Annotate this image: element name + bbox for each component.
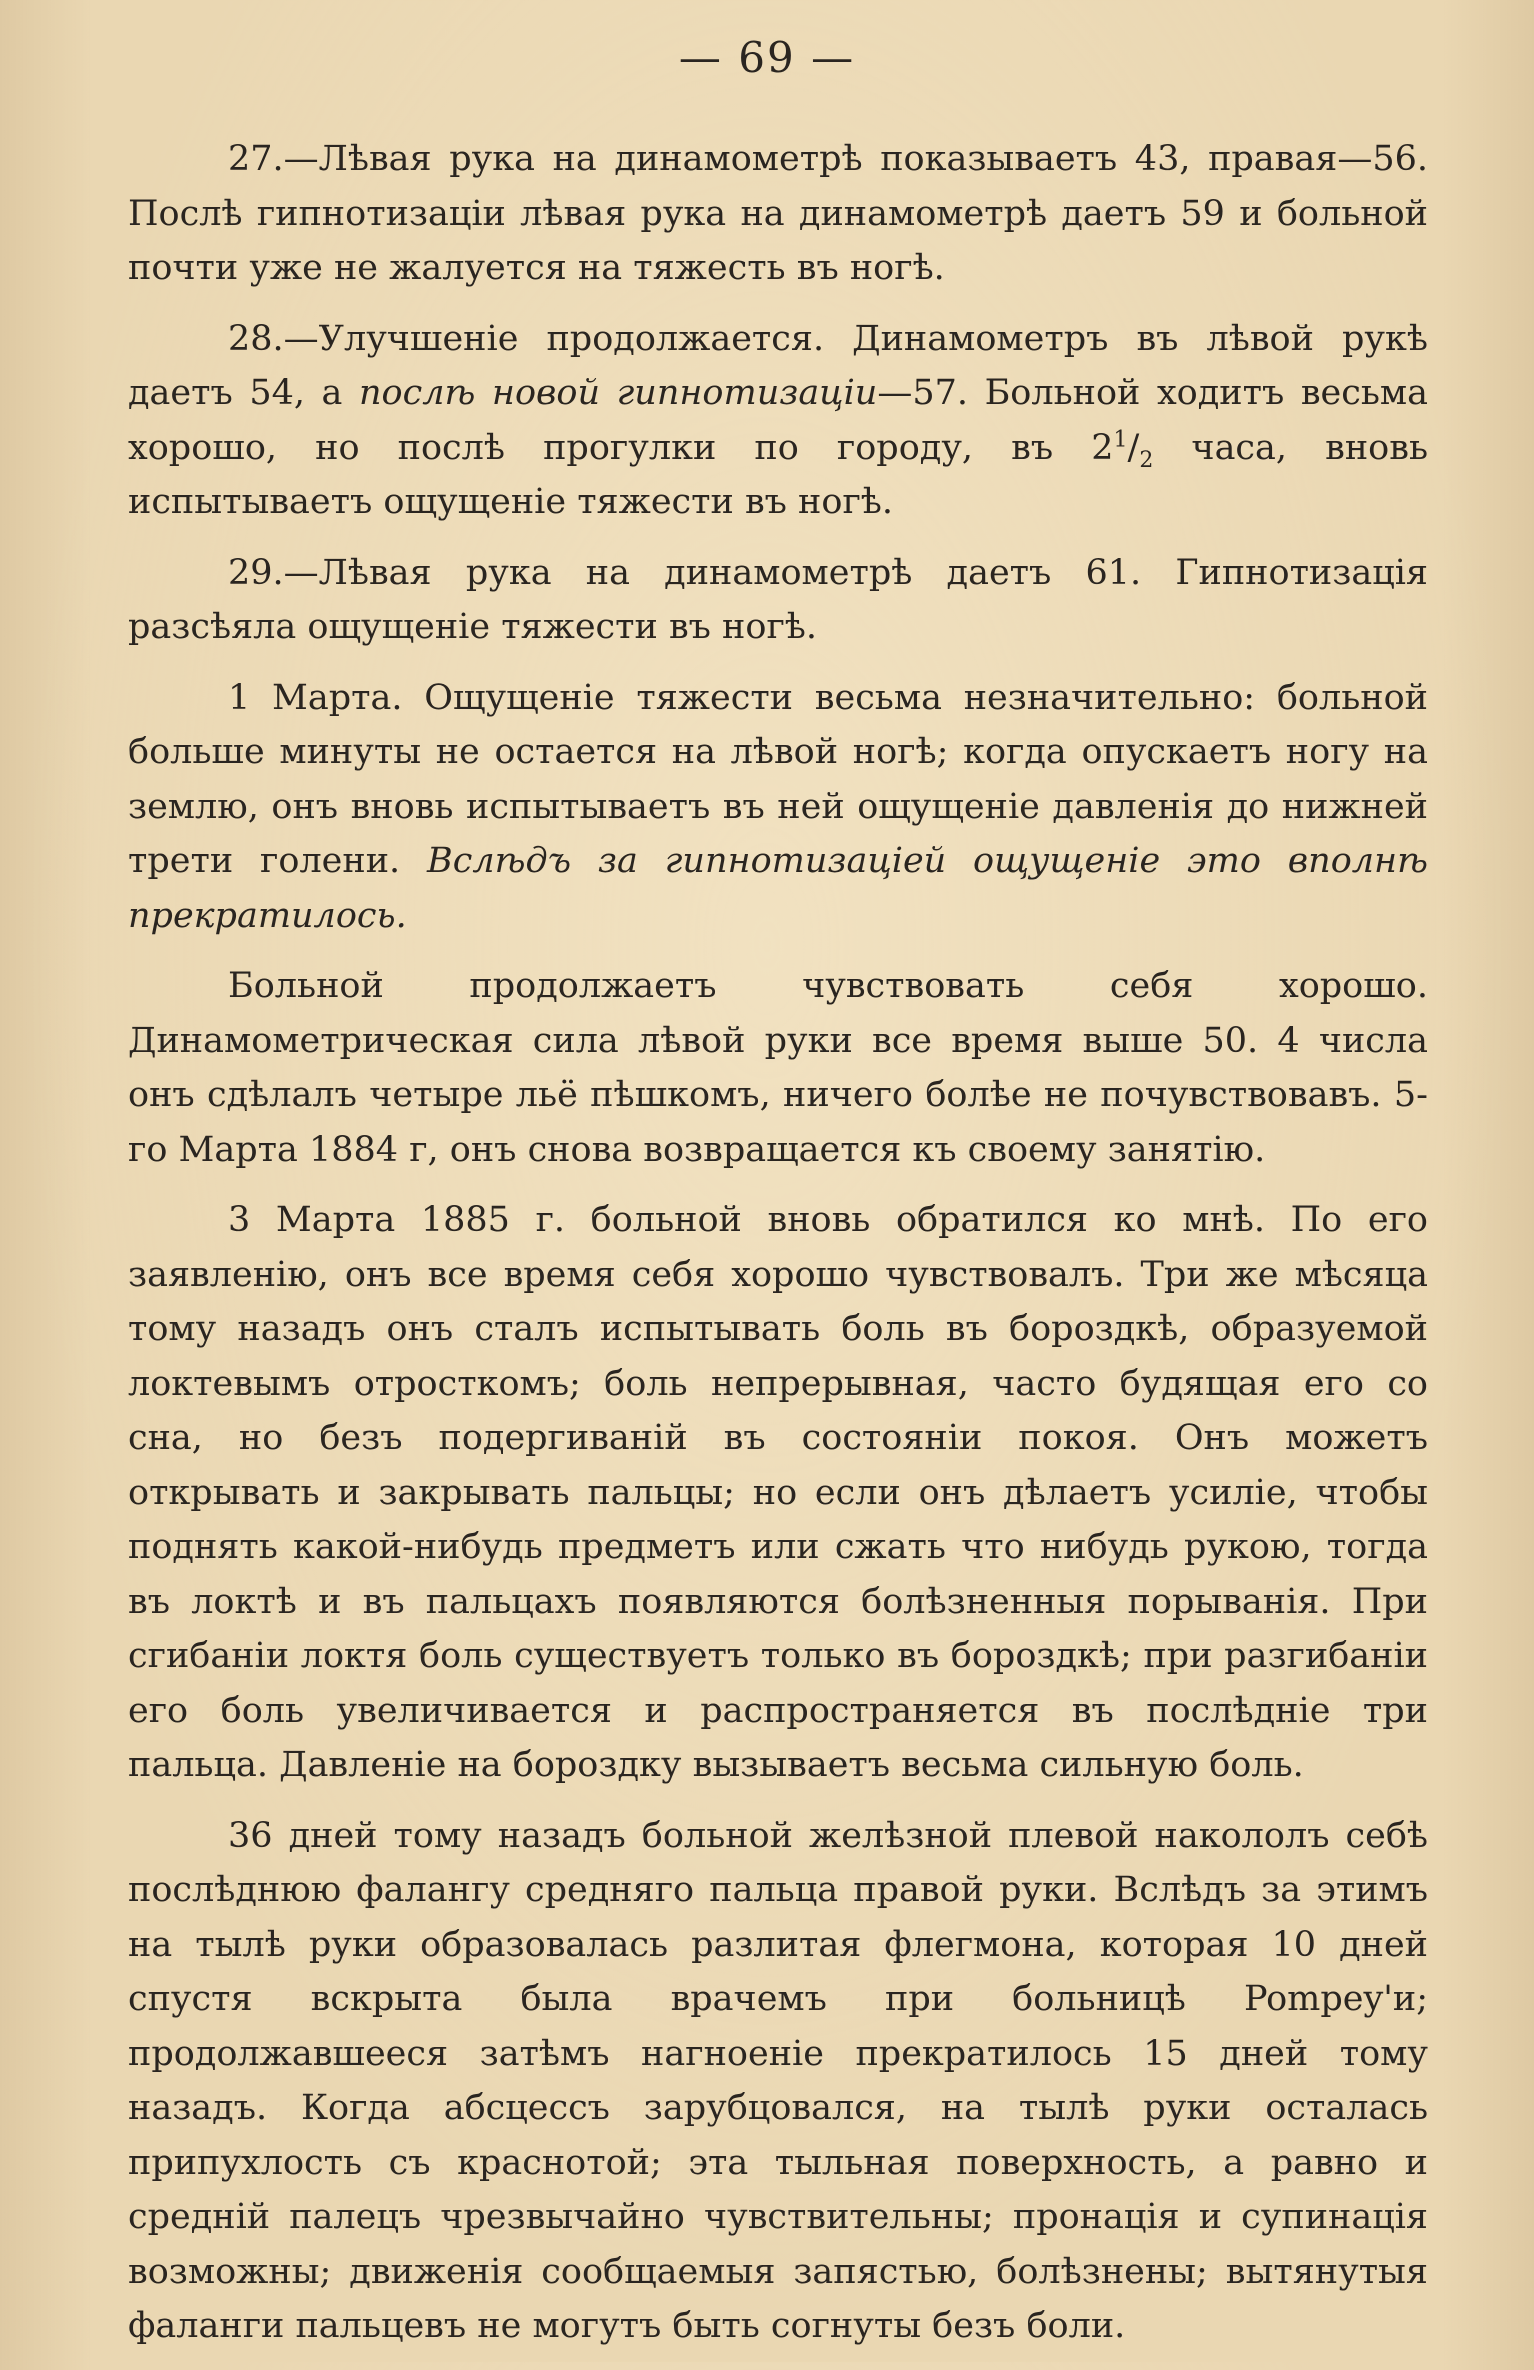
paragraph-text: —57. Больной ходитъ весьма хорошо, но послѣ прогулки по городу, въ 2 bbox=[128, 373, 1428, 468]
paragraph-recovery: Больной продолжаетъ чувствовать себя хорошо. Динамометрическая сила лѣвой руки все время выше 50. 4 числа онъ сдѣлалъ четыре льё пѣшкомъ, ничего болѣе не почувствовавъ. 5-го Марта 1884 г, онъ снова возвращается къ своему занятію. bbox=[128, 966, 1428, 1170]
fraction-numerator: 1 bbox=[1113, 426, 1128, 452]
paragraph-day-28 bbox=[128, 312, 1428, 530]
paragraph-march-1 bbox=[128, 671, 1428, 944]
fraction-slash: / bbox=[1127, 427, 1140, 468]
paragraph-text: 1 Марта. Ощущеніе тяжести весьма незначительно: больной больше минуты не остается на лѣвой ногѣ; когда опускаетъ ногу на землю, онъ вновь испытываетъ въ ней ощущеніе давленія до нижней трети голени. bbox=[128, 677, 1428, 881]
italic-phrase: послѣ новой гипнотизаціи bbox=[358, 373, 878, 413]
paragraph-text: 28.—Улучшеніе продолжается. Динамометръ въ лѣвой рукѣ даетъ 54, а bbox=[128, 318, 1428, 413]
paragraph-day-27: 27.—Лѣвая рука на динамометрѣ показываетъ 43, правая—56. Послѣ гипнотизаціи лѣвая рука на динамометрѣ даетъ 59 и больной почти уже не жалуется на тяжесть въ ногѣ. bbox=[128, 139, 1428, 288]
paragraph-day-29: 29.—Лѣвая рука на динамометрѣ даетъ 61. Гипнотизація разсѣяла ощущеніе тяжести въ ногѣ. bbox=[128, 552, 1428, 647]
italic-phrase: Вслѣдъ за гипнотизаціей ощущеніе это вполнѣ прекратилось. bbox=[128, 841, 1428, 936]
paragraph-march-1885: 3 Марта 1885 г. больной вновь обратился ко мнѣ. По его заявленію, онъ все время себя хорошо чувствовалъ. Три же мѣсяца тому назадъ онъ сталъ испытывать боль въ бороздкѣ, образуемой локтевымъ отросткомъ; боль непрерывная, часто будящая его со сна, но безъ подергиваній въ состояніи покоя. Онъ можетъ открывать и закрывать пальцы; но если онъ дѣлаетъ усиліе, чтобы поднять какой-нибудь предметъ или сжать что нибудь рукою, тогда въ локтѣ и въ пальцахъ появляются болѣзненныя порыванія. При сгибаніи локтя боль существуетъ только въ бороздкѣ; при разгибаніи его боль увеличивается и распространяется въ послѣдніе три пальца. Давленіе на бороздку вызываетъ весьма сильную боль. bbox=[128, 1200, 1428, 1785]
paragraph-text: часа, вновь испытываетъ ощущеніе тяжести въ ногѣ. bbox=[128, 427, 1429, 522]
page-number: — 69 — bbox=[678, 33, 856, 82]
text-body bbox=[128, 132, 1428, 2370]
fraction-denominator: 2 bbox=[1139, 447, 1154, 473]
paragraph-36-days: 36 дней тому назадъ больной желѣзной плевой накололъ себѣ послѣднюю фалангу средняго пальца правой руки. Вслѣдъ за этимъ на тылѣ руки образовалась разлитая флегмона, которая 10 дней спустя вскрыта была врачемъ при больницѣ Pompey'и; продолжавшееся затѣмъ нагноеніе прекратилось 15 дней тому назадъ. Когда абсцессъ зарубцовался, на тылѣ руки осталась припухлость съ краснотой; эта тыльная поверхность, а равно и средній палецъ чрезвычайно чувствительны; пронація и супинація возможны; движенія сообщаемыя запястью, болѣзнены; вытянутыя фаланги пальцевъ не могутъ быть согнуты безъ боли. bbox=[128, 1815, 1428, 2346]
